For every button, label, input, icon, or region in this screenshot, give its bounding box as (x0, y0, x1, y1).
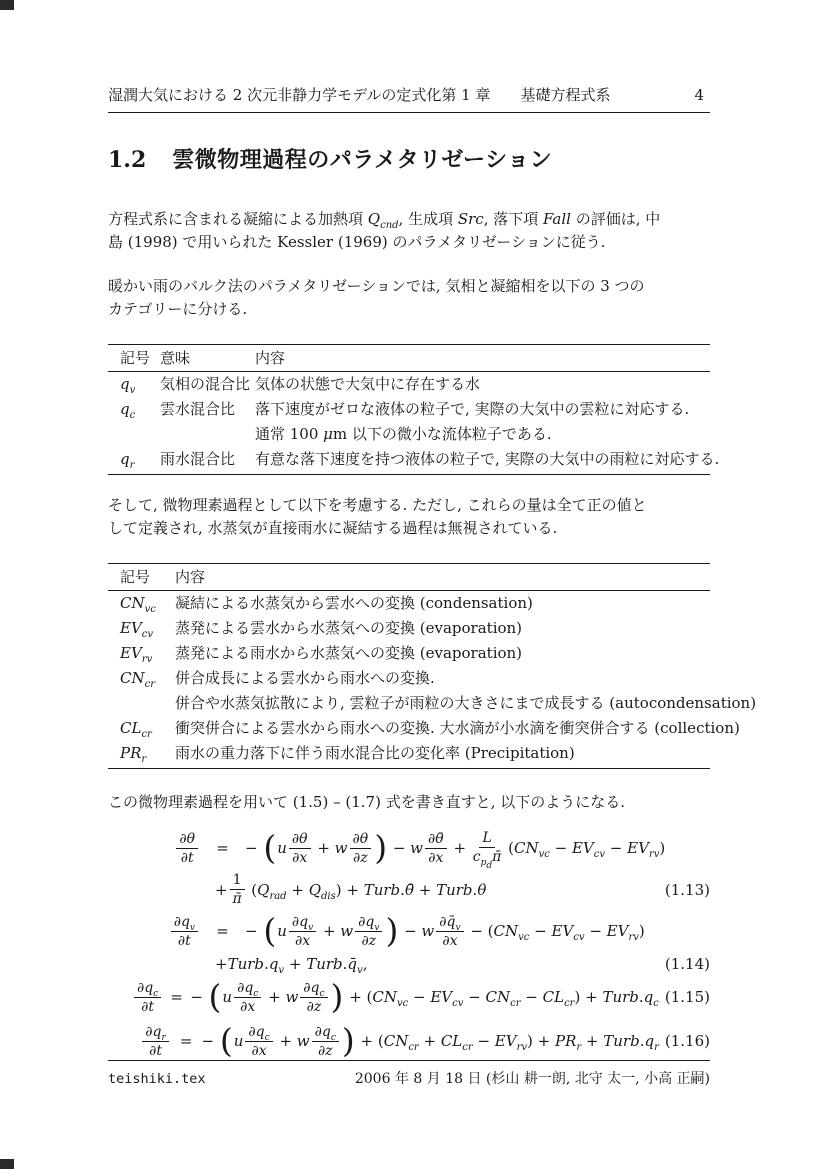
equation-line (108, 909, 710, 953)
paren-icon: ) (385, 911, 399, 950)
math-run: $+Turb.q_v$ + $Turb.q̄_v$, (215, 955, 368, 976)
symbol-cell: $CN_{cr}$ (120, 669, 155, 690)
content-line: 落下速度がゼロな液体の粒子で, 実際の大気中の雲粒に対応する. (255, 400, 690, 418)
equation-line (108, 1019, 710, 1063)
paren-icon: ( (263, 911, 277, 950)
running-header (108, 84, 710, 113)
equation-lhs (108, 831, 200, 866)
equation-line (108, 975, 710, 1019)
math-run: w (421, 922, 435, 940)
running-chapter: 第 1 章 (441, 86, 491, 104)
math-fraction: $\frac{\partial q_c}{\partial t}$ (134, 980, 161, 1015)
equals-sign: = (170, 988, 183, 1006)
math-run: − (245, 922, 263, 940)
equals-sign: = (179, 1032, 193, 1050)
math-inline: μ (323, 425, 333, 443)
symbol-cell: $CL_{cr}$ (120, 719, 152, 740)
math-fraction: $\frac{\partial q_v}{\partial t}$ (171, 914, 198, 949)
math-run: + $(CN_{cr} + CL_{cr} - EV_{rv}) + PR_r$ + $Turb.q_r$ (355, 1032, 659, 1053)
content-cell (175, 591, 710, 616)
page-footer (108, 1060, 710, 1088)
math-fraction: $\frac{\partial\thetā}{\partial x}$ (425, 831, 447, 866)
equation-line (108, 870, 710, 909)
microphysics-process-table (108, 563, 757, 769)
equals-sign: = (216, 839, 229, 857)
paren-icon: ) (330, 977, 344, 1016)
math-run: w (334, 839, 348, 857)
running-title: 湿潤大気における 2 次元非静力学モデルの定式化 (108, 86, 442, 104)
table-header-cell: 記号 (120, 568, 151, 586)
paragraph-line: 暖かい雨のバルク法のパラメタリゼーションでは, 気相と凝縮相を以下の 3 つの (108, 277, 645, 295)
math-fraction: $\frac{\partial q_c}{\partial x}$ (245, 1024, 272, 1059)
math-fraction: $\frac{\partial q_c}{\partial x}$ (234, 980, 261, 1015)
table-row (108, 666, 757, 716)
math-run: − $(CN_{vc} - EV_{cv} - EV_{rv})$ (465, 922, 645, 943)
page-corner-mark (0, 0, 14, 10)
page-content (108, 84, 757, 1063)
math-run: $(Q_{rad} + Q_{dis})$ + Turb.θ̄ + Turb.θ (246, 880, 487, 902)
meaning-cell: 雨水混合比 (160, 450, 236, 468)
section-heading (108, 143, 710, 174)
paragraph-line: この微物理素過程を用いて (1.5) – (1.7) 式を書き直すと, 以下のようになる. (108, 793, 625, 811)
paren-icon: ( (263, 828, 277, 867)
symbol-cell: $EV_{cv}$ (120, 619, 154, 640)
math-fraction: $\frac{\partial q̄_v}{\partial x}$ (436, 914, 463, 949)
equation-body (202, 1021, 659, 1061)
meaning-cell: 気相の混合比 (160, 375, 251, 393)
table-header-cell: 内容 (255, 349, 286, 367)
equation-number: (1.16) (664, 1032, 710, 1050)
table-header-cell: 内容 (175, 568, 206, 586)
math-run: + (274, 1032, 297, 1050)
math-fraction: $\frac{\partial q_v}{\partial x}$ (289, 914, 316, 949)
math-fraction: $\frac{1}{\pī}$ (230, 872, 245, 907)
math-run: w (410, 839, 424, 857)
equation-lhs (108, 1024, 171, 1059)
table-header-row (108, 564, 710, 591)
paren-icon: ) (374, 828, 388, 867)
content-line: 気体の状態で大気中に存在する水 (255, 375, 481, 393)
content-cell (255, 372, 710, 397)
paren-icon: ( (219, 1021, 233, 1060)
paragraph-line: して定義され, 水蒸気が直接雨水に凝結する過程は無視されている. (108, 519, 558, 537)
page-corner-mark (0, 1159, 14, 1169)
paragraph-rewrite (108, 791, 710, 814)
math-run: u (222, 988, 233, 1006)
symbol-cell: $q_r$ (120, 450, 135, 471)
equation-lhs (108, 980, 163, 1015)
table-row (108, 641, 710, 666)
math-fraction: $\frac{\partial q_r}{\partial t}$ (142, 1024, 169, 1059)
equation-body (190, 977, 659, 1017)
paragraph-line: カテゴリーに分ける. (108, 300, 248, 318)
math-fraction: $\frac{\partial\theta}{\partial x}$ (289, 831, 311, 866)
paragraph-intro (108, 208, 710, 254)
math-run: − (399, 922, 422, 940)
math-run: w (340, 922, 354, 940)
table-row (108, 591, 710, 616)
math-fraction: $\frac{\partial q_v}{\partial z}$ (355, 914, 382, 949)
footer-date-authors: 2006 年 8 月 18 日 (杉山 耕一朗, 北守 太一, 小高 正嗣) (354, 1071, 710, 1087)
symbol-cell: $q_c$ (120, 400, 136, 421)
content-cell (175, 741, 710, 766)
paragraph-processes (108, 494, 710, 540)
section-number: 1.2 (108, 147, 147, 173)
content-line: 衝突併合による雲水から雨水への変換. 大水滴が小水滴を衝突併合する (collection) (175, 719, 740, 737)
table-row (108, 616, 710, 641)
paragraph-line: そして, 微物理素過程として以下を考慮する. ただし, これらの量は全て正の値と (108, 496, 647, 514)
math-fraction: $\frac{\partial q_c}{\partial z}$ (312, 1024, 339, 1059)
table-row (108, 397, 710, 447)
mixing-ratio-table (108, 344, 720, 475)
footer-filename: teishiki.tex (108, 1071, 206, 1087)
symbol-cell: $EV_{rv}$ (120, 644, 153, 665)
math-run: + (263, 988, 286, 1006)
paragraph-categories (108, 275, 710, 321)
equation-line (108, 953, 710, 975)
content-cell (175, 616, 710, 641)
math-run: u (277, 839, 287, 857)
math-inline: Fall (543, 210, 571, 228)
math-fraction: $\frac{\partial\theta}{\partial z}$ (350, 831, 372, 866)
section-title: 雲微物理過程のパラメタリゼーション (172, 148, 553, 173)
equation-body (245, 911, 645, 951)
table-row (108, 741, 710, 766)
content-line: 併合成長による雲水から雨水への変換. (175, 669, 435, 687)
math-run: + (448, 839, 471, 857)
math-run: u (277, 922, 287, 940)
math-run: − (201, 1032, 219, 1050)
equation-block (108, 826, 710, 1063)
symbol-cell: $CN_{vc}$ (120, 594, 156, 615)
page-number: 4 (694, 86, 704, 104)
meaning-cell: 雲水混合比 (160, 400, 236, 418)
math-run: u (233, 1032, 244, 1050)
math-fraction: $\frac{L}{c_{p_d}\pī}$ (472, 830, 502, 871)
equation-lhs (108, 914, 200, 949)
symbol-cell: $q_v$ (120, 375, 136, 396)
math-fraction: $\frac{\partial\theta}{\partial t}$ (176, 831, 198, 866)
content-line: 凝結による水蒸気から雲水への変換 (condensation) (175, 594, 533, 612)
equals-sign: = (216, 922, 229, 940)
content-line: 蒸発による雨水から水蒸気への変換 (evaporation) (175, 644, 523, 662)
equation-number: (1.15) (664, 988, 710, 1006)
equation-body (215, 872, 486, 907)
content-cell (175, 716, 740, 741)
symbol-cell: $PR_r$ (120, 744, 147, 765)
math-run: − (190, 988, 208, 1006)
content-line: 通常 100 μm 以下の微小な流体粒子である. (255, 425, 552, 443)
content-cell (175, 641, 710, 666)
content-line: 蒸発による雲水から水蒸気への変換 (evaporation) (175, 619, 523, 637)
table-header-cell: 記号 (120, 349, 151, 367)
math-inline: $Q_{cnd}$ (367, 210, 399, 231)
math-run: + (318, 922, 341, 940)
math-run: + (312, 839, 335, 857)
table-row (108, 447, 720, 472)
equation-body (245, 828, 666, 871)
math-inline: Src (457, 210, 484, 228)
paren-icon: ( (208, 977, 222, 1016)
content-line: 併合や水蒸気拡散により, 雲粒子が雨粒の大きさにまで成長する (autocondensation) (175, 694, 757, 712)
math-run: w (296, 1032, 310, 1050)
running-section-title: 基礎方程式系 (520, 86, 611, 104)
paragraph-line: 島 (1998) で用いられた Kessler (1969) のパラメタリゼーションに従う. (108, 233, 606, 251)
content-line: 雨水の重力落下に伴う雨水混合比の変化率 (Precipitation) (175, 744, 575, 762)
table-row (108, 716, 740, 741)
equation-number: (1.13) (664, 880, 710, 899)
math-run: + $(CN_{vc} - EV_{cv} - CN_{cr} - CL_{cr})$ + $Turb.q_c$ (344, 988, 659, 1009)
content-cell (255, 397, 710, 447)
content-cell (255, 447, 719, 472)
table-header-row (108, 345, 710, 372)
equation-number: (1.14) (664, 955, 710, 973)
table-header-cell: 意味 (160, 349, 191, 367)
math-run: + (215, 880, 228, 899)
table-row (108, 372, 710, 397)
content-line: 有意な落下速度を持つ液体の粒子で, 実際の大気中の雨粒に対応する. (255, 450, 720, 468)
equation-body (215, 955, 368, 976)
equation-line (108, 826, 710, 870)
paragraph-line: 方程式系に含まれる凝縮による加熱項 $Q_{cnd}$, 生成項 Src, 落下項 Fall の評価は, 中 (108, 210, 661, 231)
math-run: − (245, 839, 263, 857)
math-run: $(CN_{vc} - EV_{cv} - EV_{rv})$ (503, 839, 666, 860)
math-fraction: $\frac{\partial q_c}{\partial z}$ (300, 980, 327, 1015)
paren-icon: ) (341, 1021, 355, 1060)
math-run: w (285, 988, 299, 1006)
math-run: − (388, 839, 411, 857)
content-cell (175, 666, 756, 716)
